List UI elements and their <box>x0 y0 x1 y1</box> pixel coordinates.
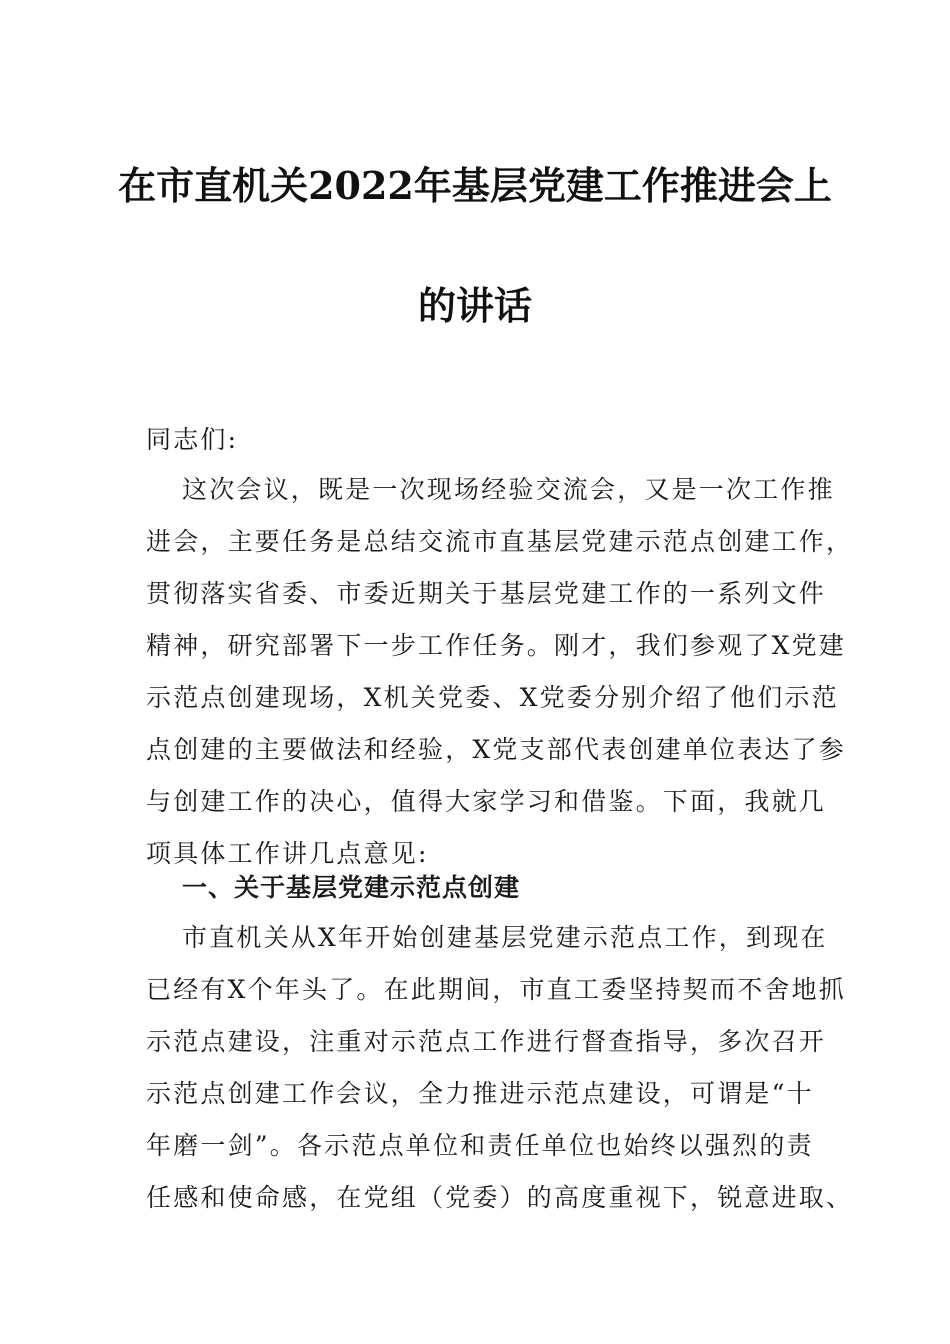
section-1-heading: 一、关于基层党建示范点创建 <box>182 873 521 902</box>
paragraph-1-line: 项具体工作讲几点意见: <box>146 839 429 868</box>
paragraph-1-line: 贯彻落实省委、市委近期关于基层党建工作的一系列文件 <box>146 579 827 608</box>
paragraph-2-line: 市直机关从X年开始创建基层党建示范点工作，到现在 <box>182 923 828 952</box>
paragraph-2-line: 已经有X个年头了。在此期间，市直工委坚持契而不舍地抓 <box>146 975 847 1004</box>
paragraph-2-line: 示范点建设，注重对示范点工作进行督查指导，多次召开 <box>146 1027 827 1056</box>
document-title-line-2: 的讲话 <box>417 283 532 328</box>
salutation: 同志们: <box>146 425 239 454</box>
paragraph-1-line: 进会，主要任务是总结交流市直基层党建示范点创建工作， <box>146 527 854 556</box>
paragraph-1-line: 示范点创建现场，X机关党委、X党委分别介绍了他们示范 <box>146 683 839 712</box>
paragraph-1-line: 这次会议，既是一次现场经验交流会，又是一次工作推 <box>182 475 835 504</box>
paragraph-1-line: 与创建工作的决心，值得大家学习和借鉴。下面，我就几 <box>146 787 827 816</box>
paragraph-2-line: 年磨一剑”。各示范点单位和责任单位也始终以强烈的责 <box>146 1131 814 1160</box>
paragraph-1-line: 点创建的主要做法和经验，X党支部代表创建单位表达了参 <box>146 735 847 764</box>
document-title-line-1: 在市直机关2022年基层党建工作推进会上 <box>118 163 832 208</box>
paragraph-1-line: 精神，研究部署下一步工作任务。刚才，我们参观了X党建 <box>146 631 847 660</box>
paragraph-2-line: 示范点创建工作会议，全力推进示范点建设，可谓是“十 <box>146 1079 814 1108</box>
paragraph-2-line: 任感和使命感，在党组（党委）的高度重视下，锐意进取、 <box>146 1183 854 1212</box>
